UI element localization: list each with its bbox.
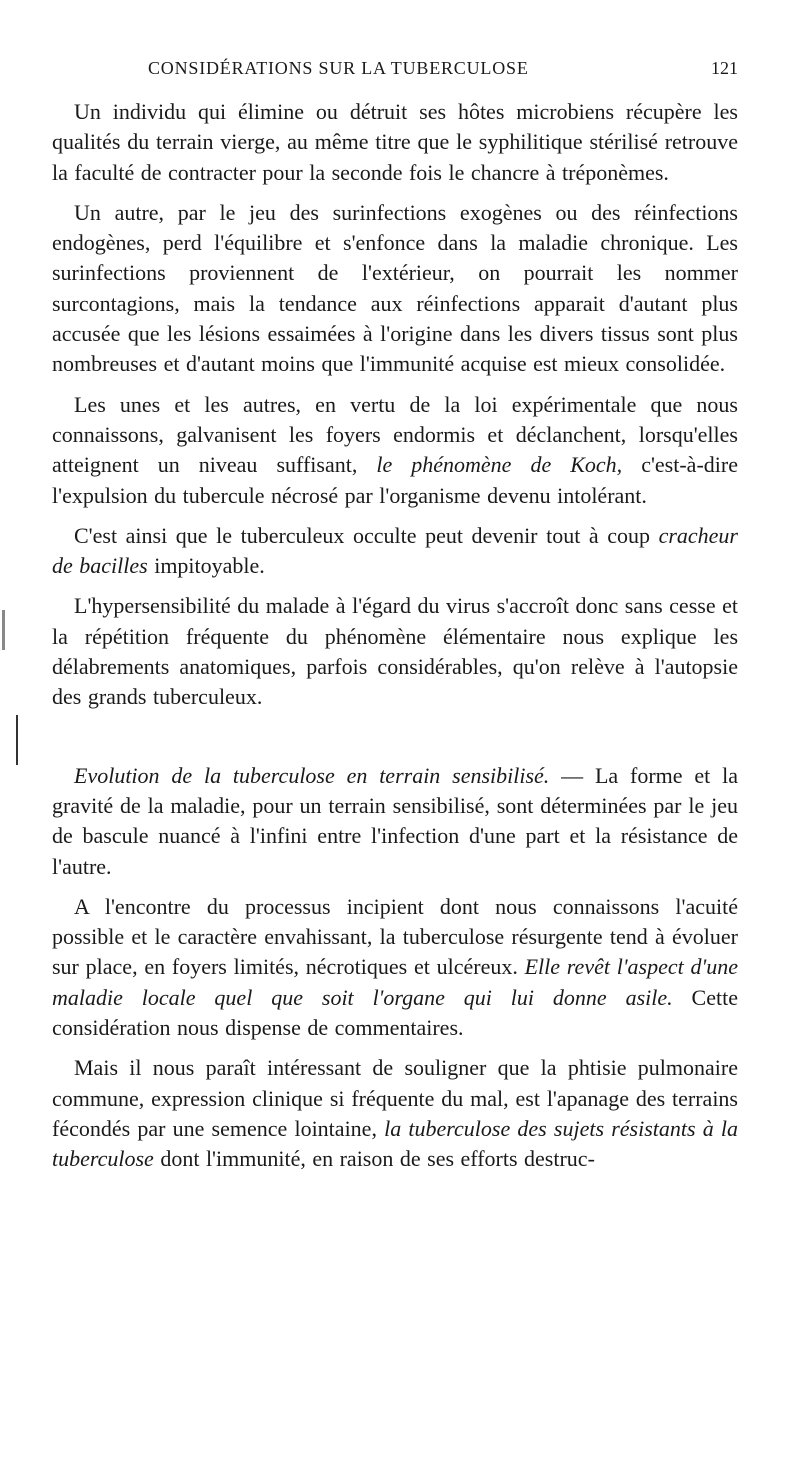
paragraph-7-text-b: Cette considération nous dispense de commentaires. [52, 984, 738, 1041]
paragraph-8 [52, 1053, 738, 1174]
paragraph-3-italic: le phénomène de Koch, [376, 452, 623, 478]
paragraph-8-italic: la tuberculose des sujets résistants à la tuberculose [52, 1115, 739, 1172]
book-page [52, 58, 738, 1185]
section-paragraph [52, 761, 738, 882]
paragraph-7-text-a: A l'encontre du processus incipient dont nous connaissons l'acuité possible et le caractère envahissant, la tuberculose résurgente tend à évoluer sur place, en foyers limités, nécrotiques et ulcéreux. [52, 893, 738, 980]
section-gap [52, 723, 738, 761]
section-title: Evolution de la tuberculose en terrain sensibilisé. [74, 762, 550, 788]
paragraph-4-text-a: C'est ainsi que le tuberculeux occulte peut devenir tout à coup [74, 522, 659, 548]
paragraph-5: L'hypersensibilité du malade à l'égard du virus s'accroît donc sans cesse et la répétition fréquente du phénomène élémentaire nous explique les délabrements anatomiques, parfois considérables, qu'on relève à l'autopsie des grands tuberculeux. [52, 593, 738, 710]
paragraph-4-italic: cracheur de bacilles [52, 522, 738, 579]
paragraph-1: Un individu qui élimine ou détruit ses hôtes microbiens récupère les qualités du terrain vierge, au même titre que le syphilitique stérilisé retrouve la faculté de contracter pour la seconde fois le chancre à tréponèmes. [52, 99, 738, 185]
paragraph-7 [52, 892, 738, 1043]
running-head [148, 58, 738, 79]
page-number: 121 [711, 58, 738, 78]
scan-mark-left [16, 715, 18, 765]
paragraph-4 [52, 521, 738, 582]
paragraph-8-text-a: Mais il nous paraît intéressant de souligner que la phtisie pulmonaire commune, expression clinique si fréquente du mal, est l'apanage des terrains fécondés par une semence lointaine, [52, 1055, 738, 1141]
paragraph-3 [52, 390, 738, 511]
paragraph-4-text-b: impitoyable. [147, 553, 265, 579]
paragraph-7-italic: Elle revêt l'aspect d'une maladie locale quel que soit l'organe qui lui donne asile. [52, 954, 738, 1010]
section-paragraph-text: — La forme et la gravité de la maladie, pour un terrain sensibilisé, sont déterminées par le jeu de bascule nuancé à l'infini entre l'infection d'une part et la résistance de l'autre. [52, 762, 738, 879]
scan-mark-left-small [2, 610, 5, 650]
paragraph-2: Un autre, par le jeu des surinfections exogènes ou des réinfections endogènes, perd l'équilibre et s'enfonce dans la maladie chronique. Les surinfections proviennent de l'extérieur, on pourrait les nommer surcontagions, mais la tendance aux réinfections apparait d'autant plus accusée que les lésions essaimées à l'origine dans les divers tissus sont plus nombreuses et d'autant moins que l'immunité acquise est mieux consolidée. [52, 199, 738, 377]
running-title: CONSIDÉRATIONS SUR LA TUBERCULOSE [148, 58, 529, 78]
paragraph-3-text-a: Les unes et les autres, en vertu de la loi expérimentale que nous connaissons, galvanisent les foyers endormis et déclanchent, lorsqu'elles atteignent un niveau suffisant, [52, 391, 738, 478]
paragraph-8-text-b: dont l'immunité, en raison de ses efforts destruc- [153, 1146, 595, 1172]
paragraph-3-text-b: c'est-à-dire l'expulsion du tubercule nécrosé par l'organisme devenu intolérant. [52, 452, 738, 508]
